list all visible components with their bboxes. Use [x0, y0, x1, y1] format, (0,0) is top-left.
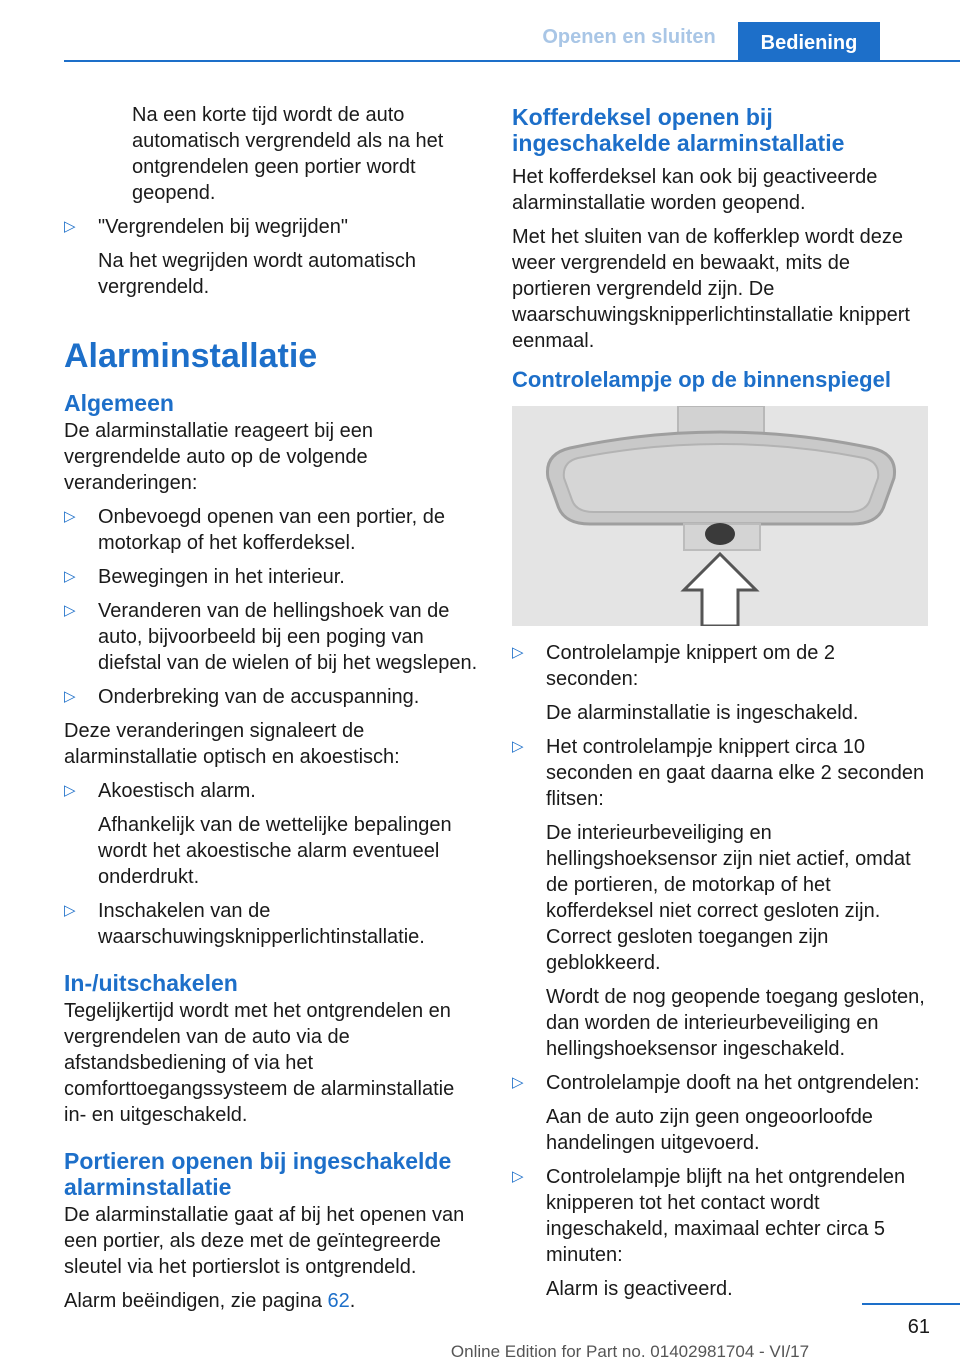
bullet-triangle-icon: ▷ [512, 644, 524, 661]
heading-in-uitschakelen: In-/uitschakelen [64, 970, 238, 996]
koffer-text-1: Het kofferdeksel kan ook bij geactiveerde alarminstallatie worden geopend. [512, 166, 878, 214]
list-item [64, 504, 480, 556]
list-item [512, 1070, 930, 1156]
list-item [64, 684, 480, 710]
list-item-subtext: Afhankelijk van de wettelijke bepalingen wordt het akoestische alarm eventueel onderdrukt. [98, 814, 452, 888]
inuit-text: Tegelijkertijd wordt met het ontgrendelen en vergrendelen van de auto via de afstandsbediening of via het comforttoegangssysteem de alarminstallatie in- en uitgeschakeld. [64, 1000, 455, 1126]
list-item-text: Veranderen van de hellingshoek van de auto, bijvoorbeeld bij een poging van diefstal van de wielen of bij het wegslepen. [98, 600, 478, 674]
list-item [64, 898, 480, 950]
portieren-text: De alarminstallatie gaat af bij het openen van een portier, als deze met de geïntegreerde sleutel via het portierslot is ontgrendeld. [64, 1204, 465, 1278]
bullet-triangle-icon: ▷ [64, 602, 76, 619]
bullet-vergrendelen [64, 214, 480, 300]
alarm-end-text [64, 1288, 480, 1314]
list-item [64, 564, 480, 590]
list-item [512, 640, 930, 726]
alarm-end-dot: . [349, 1290, 356, 1312]
alarm-end-label: Alarm beëindigen, zie pagina [64, 1290, 328, 1312]
koffer-text-2: Met het sluiten van de kofferklep wordt deze weer vergrendeld en bewaakt, mits de portieren vergrendeld zijn. De waarschuwingsknipperlichtinstallatie knippert eenmaal. [512, 226, 910, 352]
list-item-text: Controlelampje knippert om de 2 seconden: [546, 642, 836, 690]
bullet-triangle-icon: ▷ [64, 218, 76, 235]
list-item-subtext: Wordt de nog geopende toegang gesloten, dan worden de interieurbeveiliging en hellingshoeksensor ingeschakeld. [546, 986, 925, 1060]
rearview-mirror-illustration [512, 406, 928, 626]
list-item-text: Inschakelen van de waarschuwingsknipperlichtinstallatie. [98, 900, 425, 948]
signal-text: Deze veranderingen signaleert de alarminstallatie optisch en akoestisch: [64, 720, 400, 768]
heading-alarminstallatie: Alarminstallatie [64, 337, 318, 375]
bullet-triangle-icon: ▷ [64, 782, 76, 799]
bullet-triangle-icon: ▷ [64, 508, 76, 525]
list-item [64, 598, 480, 676]
right-column [512, 104, 930, 1310]
header-chapter-tab: Bediening [738, 22, 880, 62]
heading-kofferdeksel: Kofferdeksel openen bij ingeschakelde alarminstallatie [512, 104, 845, 156]
page-number: 61 [907, 1316, 930, 1338]
algemeen-text: De alarminstallatie reageert bij een vergrendelde auto op de volgende veranderingen: [64, 420, 374, 494]
list-item-text: Onbevoegd openen van een portier, de motorkap of het kofferdeksel. [98, 506, 445, 554]
list-item [512, 1164, 930, 1302]
list-item-text: Bewegingen in het interieur. [98, 566, 345, 588]
header-rule [64, 60, 960, 62]
header-section-title: Openen en sluiten [542, 26, 716, 48]
heading-portieren-openen: Portieren openen bij ingeschakelde alarminstallatie [64, 1148, 452, 1200]
bullet-triangle-icon: ▷ [64, 902, 76, 919]
bullet-triangle-icon: ▷ [512, 1074, 524, 1091]
list-item-subtext: Alarm is geactiveerd. [546, 1278, 733, 1300]
list-item [64, 778, 480, 890]
bullet-triangle-icon: ▷ [512, 1168, 524, 1185]
list-item-text: Onderbreking van de accuspanning. [98, 686, 420, 708]
intro-indent-text: Na een korte tijd wordt de auto automatisch vergrendeld als na het ontgrendelen geen portier wordt geopend. [132, 104, 444, 204]
list-item-text: Het controlelampje knippert circa 10 seconden en gaat daarna elke 2 seconden flitsen: [546, 736, 925, 810]
list-item-subtext: De alarminstallatie is ingeschakeld. [546, 702, 859, 724]
footer-rule [862, 1303, 960, 1305]
list-item-text: Controlelampje blijft na het ontgrendelen knipperen tot het contact wordt ingeschakeld, maximaal echter circa 5 minuten: [546, 1166, 906, 1266]
list-item-text: Akoestisch alarm. [98, 780, 256, 802]
bullet-subtext: Na het wegrijden wordt automatisch vergrendeld. [98, 250, 416, 298]
left-column [64, 102, 480, 1322]
list-item-subtext: Aan de auto zijn geen ongeoorloofde handelingen uitgevoerd. [546, 1106, 873, 1154]
list-item-subtext: De interieurbeveiliging en hellingshoeksensor zijn niet actief, omdat de portieren, de motorkap of het kofferdeksel niet correct gesloten zijn. Correct gesloten toegangen zijn geblokkeerd. [546, 822, 911, 974]
bullet-triangle-icon: ▷ [64, 688, 76, 705]
heading-algemeen: Algemeen [64, 390, 174, 416]
page-reference-link[interactable]: 62 [327, 1290, 350, 1312]
footer-edition: Online Edition for Part no. 01402981704 - VI/17 [450, 1342, 810, 1361]
list-item [512, 734, 930, 1062]
heading-controlelampje: Controlelampje op de binnenspiegel [512, 367, 891, 392]
list-item-text: Controlelampje dooft na het ontgrendelen: [546, 1072, 920, 1094]
bullet-triangle-icon: ▷ [512, 738, 524, 755]
bullet-text: "Vergrendelen bij wegrijden" [98, 216, 348, 238]
bullet-triangle-icon: ▷ [64, 568, 76, 585]
